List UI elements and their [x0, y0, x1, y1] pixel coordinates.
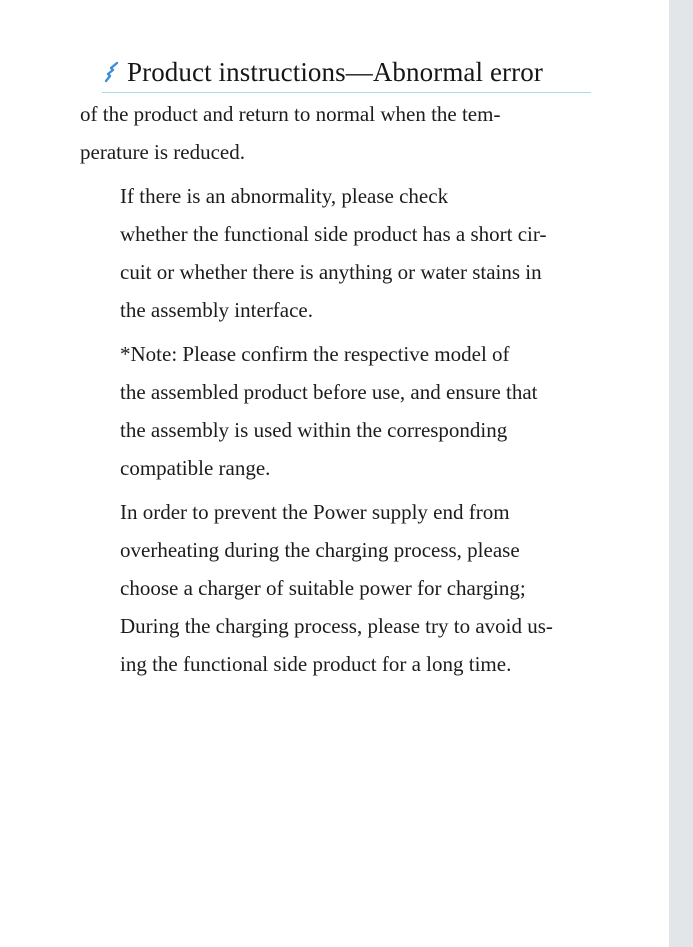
text-line: *Note: Please confirm the respective model of	[120, 342, 510, 366]
page-edge-bar	[669, 0, 693, 947]
page-title: Product instructions—Abnormal error	[127, 56, 543, 87]
zigzag-icon	[102, 60, 122, 84]
text-line: the assembly is used within the corresponding	[120, 418, 508, 442]
text-line: In order to prevent the Power supply end from	[120, 500, 510, 524]
text-line: the assembled product before use, and ensure that	[120, 380, 538, 404]
text-line: cuit or whether there is anything or water stains in	[120, 260, 542, 284]
text-line: choose a charger of suitable power for charging;	[120, 576, 526, 600]
text-line: If there is an abnormality, please check	[120, 184, 449, 208]
paragraph-continuation	[80, 95, 592, 171]
document-body	[80, 95, 592, 689]
text-line: compatible range.	[120, 456, 271, 480]
paragraph-abnormality-check	[80, 177, 592, 329]
paragraph-note	[80, 335, 592, 487]
text-line: whether the functional side product has a short cir-	[120, 222, 547, 246]
text-line: of the product and return to normal when the tem-	[80, 102, 501, 126]
paragraph-charging	[80, 493, 592, 683]
text-line: the assembly interface.	[120, 298, 313, 322]
text-line: perature is reduced.	[80, 140, 245, 164]
text-line: ing the functional side product for a long time.	[120, 652, 512, 676]
text-line: During the charging process, please try to avoid us-	[120, 614, 553, 638]
text-line: overheating during the charging process, please	[120, 538, 520, 562]
section-header	[102, 52, 591, 93]
